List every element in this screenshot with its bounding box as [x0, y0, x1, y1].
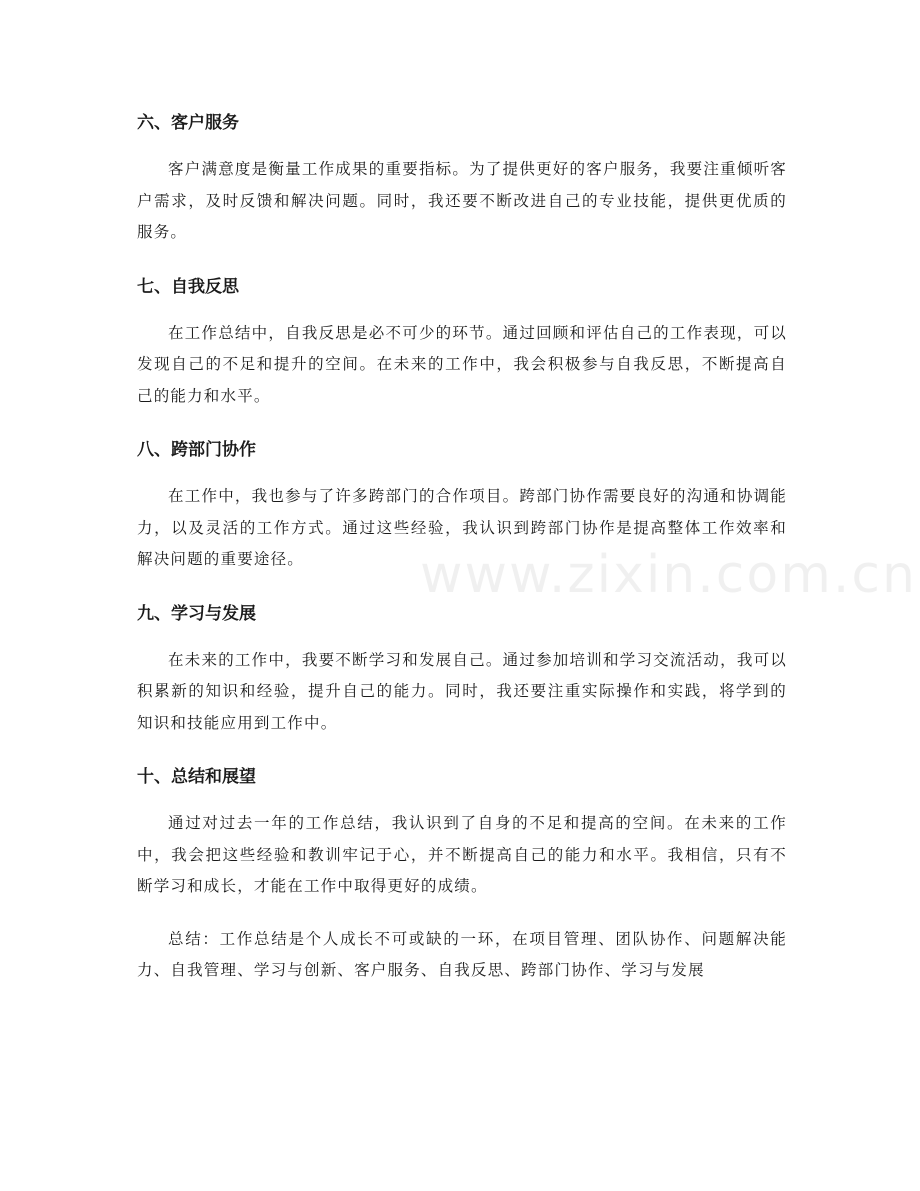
summary-paragraph: 总结：工作总结是个人成长不可或缺的一环，在项目管理、团队协作、问题解决能力、自我管理、学习与创新、客户服务、自我反思、跨部门协作、学习与发展 — [137, 929, 787, 979]
section-paragraph: 在未来的工作中，我要不断学习和发展自己。通过参加培训和学习交流活动，我可以积累新的知识和经验，提升自己的能力。同时，我还要注重实际操作和实践，将学到的知识和技能应用到工作中。 — [137, 650, 787, 732]
section-self-reflection — [137, 270, 787, 413]
section-paragraph: 客户满意度是衡量工作成果的重要指标。为了提供更好的客户服务，我要注重倾听客户需求，及时反馈和解决问题。同时，我还要不断改进自己的专业技能，提供更优质的服务。 — [137, 160, 787, 241]
section-heading: 六、客户服务 — [137, 113, 239, 133]
section-heading: 九、学习与发展 — [137, 603, 256, 624]
watermark: www.zixin.com.cn — [420, 545, 917, 605]
section-paragraph: 在工作总结中，自我反思是必不可少的环节。通过回顾和评估自己的工作表现，可以发现自己的不足和提升的空间。在未来的工作中，我会积极参与自我反思，不断提高自己的能力和水平。 — [137, 323, 787, 405]
section-summary-outlook — [137, 760, 787, 903]
section-learning-development — [137, 597, 787, 740]
section-heading: 七、自我反思 — [137, 276, 239, 297]
section-customer-service — [137, 106, 787, 249]
document-content — [137, 106, 787, 1008]
section-paragraph: 在工作中，我也参与了许多跨部门的合作项目。跨部门协作需要良好的沟通和协调能力，以及灵活的工作方式。通过这些经验，我认识到跨部门协作是提高整体工作效率和解决问题的重要途径。 — [137, 487, 787, 568]
section-paragraph: 通过对过去一年的工作总结，我认识到了自身的不足和提高的空间。在未来的工作中，我会把这些经验和教训牢记于心，并不断提高自己的能力和水平。我相信，只有不断学习和成长，才能在工作中取得更好的成绩。 — [137, 814, 787, 895]
section-heading: 十、总结和展望 — [137, 767, 256, 787]
section-heading: 八、跨部门协作 — [137, 440, 256, 460]
section-cross-department — [137, 433, 787, 576]
